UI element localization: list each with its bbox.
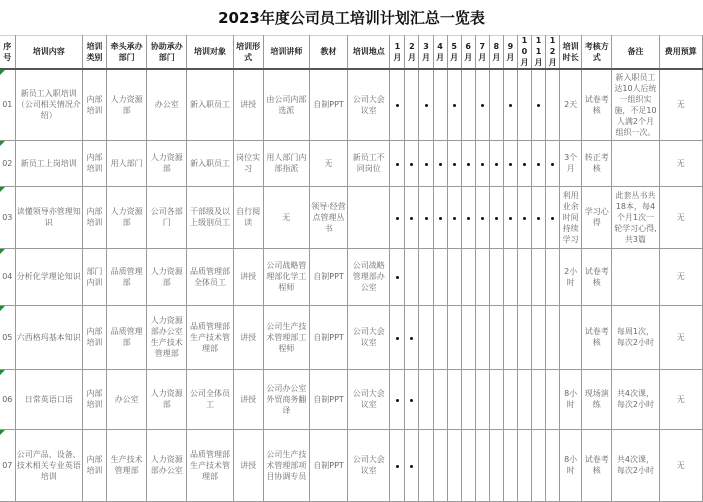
cell-assist-dept[interactable]: 公司各部门 bbox=[147, 186, 187, 248]
cell-form[interactable]: 岗位实习 bbox=[233, 140, 263, 186]
header-budget: 费用预算 bbox=[659, 35, 702, 69]
cell-month-4[interactable] bbox=[433, 369, 447, 429]
cell-target[interactable]: 干部级及以上级别员工 bbox=[187, 186, 233, 248]
cell-lecturer[interactable]: 无 bbox=[263, 186, 309, 248]
cell-lecturer[interactable]: 公司战略管理部化学工程师 bbox=[263, 248, 309, 305]
scheduled-dot-icon bbox=[481, 217, 484, 220]
scheduled-dot-icon bbox=[425, 163, 428, 166]
cell-month-9[interactable] bbox=[503, 140, 517, 186]
cell-month-5[interactable] bbox=[447, 248, 461, 305]
header-month-10: 10月 bbox=[517, 35, 531, 69]
scheduled-dot-icon bbox=[396, 276, 399, 279]
cell-month-9[interactable] bbox=[503, 186, 517, 248]
scheduled-dot-icon bbox=[537, 104, 540, 107]
header-content: 培训内容 bbox=[15, 35, 82, 69]
header-month-5: 5月 bbox=[447, 35, 461, 69]
cell-month-4[interactable] bbox=[433, 305, 447, 369]
cell-month-4[interactable] bbox=[433, 248, 447, 305]
header-material: 教材 bbox=[309, 35, 347, 69]
cell-month-8[interactable] bbox=[489, 369, 503, 429]
cell-location[interactable]: 公司战略管理部办公室 bbox=[348, 248, 390, 305]
text-number-warning-icon bbox=[0, 70, 5, 75]
cell-month-10[interactable] bbox=[517, 186, 531, 248]
scheduled-dot-icon bbox=[495, 217, 498, 220]
cell-content[interactable]: 新员工上岗培训 bbox=[15, 140, 82, 186]
seq-text: 07 bbox=[2, 460, 13, 470]
cell-month-5[interactable] bbox=[447, 69, 461, 140]
cell-month-3[interactable] bbox=[419, 305, 433, 369]
header-duration: 培训时长 bbox=[560, 35, 582, 69]
cell-target[interactable]: 品质管理部全体员工 bbox=[187, 248, 233, 305]
cell-assessment[interactable]: 转正考核 bbox=[582, 140, 612, 186]
scheduled-dot-icon bbox=[410, 399, 413, 402]
cell-month-1[interactable] bbox=[390, 186, 405, 248]
cell-month-10[interactable] bbox=[517, 69, 531, 140]
scheduled-dot-icon bbox=[410, 337, 413, 340]
cell-month-9[interactable] bbox=[503, 305, 517, 369]
cell-month-3[interactable] bbox=[419, 69, 433, 140]
cell-seq[interactable] bbox=[0, 305, 15, 369]
cell-category[interactable]: 内部培训 bbox=[82, 429, 106, 501]
cell-category[interactable]: 内部培训 bbox=[82, 305, 106, 369]
cell-month-3[interactable] bbox=[419, 186, 433, 248]
cell-assessment[interactable]: 学习心得 bbox=[582, 186, 612, 248]
header-category: 培训类别 bbox=[82, 35, 106, 69]
cell-month-12[interactable] bbox=[546, 69, 560, 140]
cell-month-1[interactable] bbox=[390, 429, 405, 501]
cell-month-5[interactable] bbox=[447, 140, 461, 186]
seq-text: 01 bbox=[2, 100, 13, 110]
scheduled-dot-icon bbox=[396, 399, 399, 402]
cell-content[interactable]: 新员工入职培训（公司相关情况介绍） bbox=[15, 69, 82, 140]
cell-month-3[interactable] bbox=[419, 248, 433, 305]
scheduled-dot-icon bbox=[410, 163, 413, 166]
header-month-11: 11月 bbox=[531, 35, 545, 69]
cell-month-1[interactable] bbox=[390, 369, 405, 429]
table-row bbox=[0, 429, 703, 501]
scheduled-dot-icon bbox=[481, 163, 484, 166]
cell-content[interactable]: 读懂领导亦管理知识 bbox=[15, 186, 82, 248]
cell-target[interactable]: 品质管理部生产技术管理部 bbox=[187, 429, 233, 501]
scheduled-dot-icon bbox=[425, 217, 428, 220]
header-month-3: 3月 bbox=[419, 35, 433, 69]
cell-category[interactable]: 部门内训 bbox=[82, 248, 106, 305]
cell-content[interactable]: 公司产品、设备、技术相关专业英语培训 bbox=[15, 429, 82, 501]
text-number-warning-icon bbox=[0, 306, 5, 311]
cell-month-8[interactable] bbox=[489, 140, 503, 186]
cell-month-3[interactable] bbox=[419, 369, 433, 429]
cell-month-7[interactable] bbox=[475, 369, 489, 429]
cell-month-2[interactable] bbox=[405, 369, 419, 429]
cell-month-11[interactable] bbox=[531, 429, 545, 501]
header-seq: 序号 bbox=[0, 35, 15, 69]
cell-remark[interactable]: 每周1次，每次2小时 bbox=[612, 305, 659, 369]
cell-category[interactable]: 内部培训 bbox=[82, 69, 106, 140]
cell-assessment[interactable]: 试卷考核 bbox=[582, 69, 612, 140]
cell-month-6[interactable] bbox=[461, 248, 475, 305]
cell-month-11[interactable] bbox=[531, 186, 545, 248]
text-number-warning-icon bbox=[0, 249, 5, 254]
cell-month-10[interactable] bbox=[517, 140, 531, 186]
header-month-6: 6月 bbox=[461, 35, 475, 69]
cell-budget[interactable]: 无 bbox=[659, 140, 702, 186]
cell-month-7[interactable] bbox=[475, 429, 489, 501]
table-body bbox=[0, 69, 703, 501]
seq-text: 04 bbox=[2, 272, 13, 281]
cell-remark[interactable]: 新入职员工达10人后统一组织实施，不足10人满2个月组织一次。 bbox=[612, 69, 659, 140]
cell-budget[interactable]: 无 bbox=[659, 186, 702, 248]
cell-month-9[interactable] bbox=[503, 69, 517, 140]
scheduled-dot-icon bbox=[551, 163, 554, 166]
cell-month-4[interactable] bbox=[433, 69, 447, 140]
cell-form[interactable]: 讲授 bbox=[233, 305, 263, 369]
table-row bbox=[0, 248, 703, 305]
cell-lead-dept[interactable]: 生产技术管理部 bbox=[107, 429, 147, 501]
scheduled-dot-icon bbox=[396, 337, 399, 340]
text-number-warning-icon bbox=[0, 370, 5, 375]
scheduled-dot-icon bbox=[537, 217, 540, 220]
cell-lecturer[interactable]: 公司生产技术管理部工程师 bbox=[263, 305, 309, 369]
scheduled-dot-icon bbox=[396, 163, 399, 166]
cell-assessment[interactable]: 现场演练 bbox=[582, 369, 612, 429]
cell-seq[interactable] bbox=[0, 248, 15, 305]
cell-month-7[interactable] bbox=[475, 305, 489, 369]
cell-duration[interactable] bbox=[560, 305, 582, 369]
table-row bbox=[0, 186, 703, 248]
header-month-8: 8月 bbox=[489, 35, 503, 69]
cell-remark[interactable]: 共4次课，每次2小时 bbox=[612, 429, 659, 501]
cell-month-6[interactable] bbox=[461, 429, 475, 501]
scheduled-dot-icon bbox=[523, 163, 526, 166]
cell-material[interactable]: 领导·经营点管理丛书 bbox=[309, 186, 347, 248]
cell-location[interactable]: 公司大会议室 bbox=[348, 369, 390, 429]
table-row bbox=[0, 140, 703, 186]
cell-month-1[interactable] bbox=[390, 69, 405, 140]
cell-remark[interactable]: 此套丛书共18本，每4个月1次一轮学习心得,共3篇 bbox=[612, 186, 659, 248]
seq-text: 03 bbox=[2, 212, 13, 222]
cell-seq[interactable] bbox=[0, 429, 15, 501]
cell-month-12[interactable] bbox=[546, 369, 560, 429]
cell-month-10[interactable] bbox=[517, 305, 531, 369]
cell-seq[interactable] bbox=[0, 69, 15, 140]
cell-month-4[interactable] bbox=[433, 186, 447, 248]
scheduled-dot-icon bbox=[396, 104, 399, 107]
cell-month-1[interactable] bbox=[390, 140, 405, 186]
cell-assist-dept[interactable]: 人力资源部 bbox=[147, 369, 187, 429]
cell-month-9[interactable] bbox=[503, 248, 517, 305]
scheduled-dot-icon bbox=[410, 465, 413, 468]
header-location: 培训地点 bbox=[348, 35, 390, 69]
cell-month-5[interactable] bbox=[447, 369, 461, 429]
cell-lead-dept[interactable]: 用人部门 bbox=[107, 140, 147, 186]
cell-month-1[interactable] bbox=[390, 248, 405, 305]
cell-assessment[interactable]: 试卷考核 bbox=[582, 429, 612, 501]
cell-month-5[interactable] bbox=[447, 305, 461, 369]
scheduled-dot-icon bbox=[551, 217, 554, 220]
cell-month-9[interactable] bbox=[503, 369, 517, 429]
scheduled-dot-icon bbox=[396, 217, 399, 220]
cell-lead-dept[interactable]: 品质管理部 bbox=[107, 248, 147, 305]
cell-duration[interactable]: 2天 bbox=[560, 69, 582, 140]
header-month-9: 9月 bbox=[503, 35, 517, 69]
cell-assist-dept[interactable]: 人力资源部办公室 bbox=[147, 429, 187, 501]
scheduled-dot-icon bbox=[537, 163, 540, 166]
cell-assessment[interactable]: 试卷考核 bbox=[582, 305, 612, 369]
cell-month-11[interactable] bbox=[531, 248, 545, 305]
header-month-12: 12月 bbox=[546, 35, 560, 69]
page-title: 2023年度公司员工培训计划汇总一览表 bbox=[0, 0, 703, 36]
cell-month-12[interactable] bbox=[546, 305, 560, 369]
scheduled-dot-icon bbox=[453, 163, 456, 166]
cell-month-12[interactable] bbox=[546, 248, 560, 305]
cell-remark[interactable]: 共4次课，每次2小时 bbox=[612, 369, 659, 429]
cell-lecturer[interactable]: 公司办公室外贸商务翻译 bbox=[263, 369, 309, 429]
training-plan-table bbox=[0, 35, 703, 502]
cell-month-9[interactable] bbox=[503, 429, 517, 501]
cell-lead-dept[interactable]: 品质管理部 bbox=[107, 305, 147, 369]
cell-month-5[interactable] bbox=[447, 186, 461, 248]
seq-text: 06 bbox=[2, 394, 13, 404]
cell-content[interactable]: 日常英语口语 bbox=[15, 369, 82, 429]
header-lecturer: 培训讲师 bbox=[263, 35, 309, 69]
cell-category[interactable]: 内部培训 bbox=[82, 186, 106, 248]
cell-remark[interactable] bbox=[612, 248, 659, 305]
cell-target[interactable]: 新入职员工 bbox=[187, 140, 233, 186]
cell-budget[interactable]: 无 bbox=[659, 369, 702, 429]
cell-location[interactable] bbox=[348, 186, 390, 248]
cell-assist-dept[interactable]: 人力资源部 bbox=[147, 140, 187, 186]
seq-text: 02 bbox=[2, 158, 13, 168]
scheduled-dot-icon bbox=[523, 217, 526, 220]
cell-form[interactable]: 讲授 bbox=[233, 69, 263, 140]
cell-lead-dept[interactable]: 人力资源部 bbox=[107, 186, 147, 248]
cell-seq[interactable] bbox=[0, 140, 15, 186]
cell-month-7[interactable] bbox=[475, 140, 489, 186]
scheduled-dot-icon bbox=[467, 163, 470, 166]
cell-month-8[interactable] bbox=[489, 186, 503, 248]
scheduled-dot-icon bbox=[509, 217, 512, 220]
cell-material[interactable]: 无 bbox=[309, 140, 347, 186]
cell-month-3[interactable] bbox=[419, 429, 433, 501]
cell-month-2[interactable] bbox=[405, 69, 419, 140]
table-row bbox=[0, 69, 703, 140]
header-assist-dept: 协助承办部门 bbox=[147, 35, 187, 69]
scheduled-dot-icon bbox=[467, 217, 470, 220]
scheduled-dot-icon bbox=[425, 104, 428, 107]
cell-month-4[interactable] bbox=[433, 140, 447, 186]
cell-form[interactable]: 讲授 bbox=[233, 369, 263, 429]
cell-month-6[interactable] bbox=[461, 69, 475, 140]
cell-duration[interactable]: 3个月 bbox=[560, 140, 582, 186]
cell-month-8[interactable] bbox=[489, 429, 503, 501]
header-row bbox=[0, 35, 703, 69]
scheduled-dot-icon bbox=[453, 217, 456, 220]
scheduled-dot-icon bbox=[495, 163, 498, 166]
cell-month-8[interactable] bbox=[489, 305, 503, 369]
cell-month-2[interactable] bbox=[405, 140, 419, 186]
cell-seq[interactable] bbox=[0, 186, 15, 248]
cell-material[interactable]: 自制PPT bbox=[309, 429, 347, 501]
cell-month-2[interactable] bbox=[405, 429, 419, 501]
cell-month-6[interactable] bbox=[461, 369, 475, 429]
cell-month-6[interactable] bbox=[461, 186, 475, 248]
cell-target[interactable]: 品质管理部生产技术管理部 bbox=[187, 305, 233, 369]
header-month-2: 2月 bbox=[405, 35, 419, 69]
cell-lecturer[interactable]: 由公司内部选派 bbox=[263, 69, 309, 140]
cell-month-11[interactable] bbox=[531, 69, 545, 140]
scheduled-dot-icon bbox=[509, 104, 512, 107]
cell-duration[interactable]: 8小时 bbox=[560, 429, 582, 501]
cell-duration[interactable]: 利用业余时间持续学习 bbox=[560, 186, 582, 248]
cell-content[interactable]: 分析化学理论知识 bbox=[15, 248, 82, 305]
scheduled-dot-icon bbox=[396, 465, 399, 468]
header-lead-dept: 牵头承办部门 bbox=[107, 35, 147, 69]
cell-location[interactable]: 公司大会议室 bbox=[348, 69, 390, 140]
table-row bbox=[0, 369, 703, 429]
cell-month-2[interactable] bbox=[405, 186, 419, 248]
scheduled-dot-icon bbox=[439, 217, 442, 220]
cell-month-10[interactable] bbox=[517, 429, 531, 501]
cell-lecturer[interactable]: 用人部门内部指派 bbox=[263, 140, 309, 186]
cell-month-5[interactable] bbox=[447, 429, 461, 501]
cell-form[interactable]: 自行阅读 bbox=[233, 186, 263, 248]
cell-location[interactable]: 新员工不同岗位 bbox=[348, 140, 390, 186]
cell-material[interactable]: 自制PPT bbox=[309, 248, 347, 305]
table-row bbox=[0, 305, 703, 369]
cell-remark[interactable] bbox=[612, 140, 659, 186]
cell-month-2[interactable] bbox=[405, 305, 419, 369]
cell-month-7[interactable] bbox=[475, 248, 489, 305]
cell-form[interactable]: 讲授 bbox=[233, 248, 263, 305]
cell-assist-dept[interactable]: 办公室 bbox=[147, 69, 187, 140]
cell-assist-dept[interactable]: 人力资源部办公室生产技术管理部 bbox=[147, 305, 187, 369]
cell-assist-dept[interactable]: 人力资源部 bbox=[147, 248, 187, 305]
header-remark: 备注 bbox=[612, 35, 659, 69]
cell-lead-dept[interactable]: 办公室 bbox=[107, 369, 147, 429]
header-month-1: 1月 bbox=[390, 35, 405, 69]
cell-month-6[interactable] bbox=[461, 305, 475, 369]
cell-lead-dept[interactable]: 人力资源部 bbox=[107, 69, 147, 140]
cell-month-8[interactable] bbox=[489, 248, 503, 305]
cell-target[interactable]: 新入职员工 bbox=[187, 69, 233, 140]
cell-duration[interactable]: 8小时 bbox=[560, 369, 582, 429]
cell-month-12[interactable] bbox=[546, 186, 560, 248]
seq-text: 05 bbox=[2, 332, 13, 342]
cell-month-12[interactable] bbox=[546, 140, 560, 186]
cell-location[interactable]: 公司大会议室 bbox=[348, 305, 390, 369]
cell-material[interactable]: 自制PPT bbox=[309, 305, 347, 369]
cell-lecturer[interactable]: 公司生产技术管理部项目协调专员 bbox=[263, 429, 309, 501]
cell-month-10[interactable] bbox=[517, 369, 531, 429]
cell-month-1[interactable] bbox=[390, 305, 405, 369]
header-form: 培训形式 bbox=[233, 35, 263, 69]
cell-month-8[interactable] bbox=[489, 69, 503, 140]
cell-month-7[interactable] bbox=[475, 69, 489, 140]
cell-month-11[interactable] bbox=[531, 369, 545, 429]
cell-month-4[interactable] bbox=[433, 429, 447, 501]
text-number-warning-icon bbox=[0, 430, 5, 435]
cell-month-11[interactable] bbox=[531, 140, 545, 186]
cell-month-10[interactable] bbox=[517, 248, 531, 305]
cell-category[interactable]: 内部培训 bbox=[82, 369, 106, 429]
text-number-warning-icon bbox=[0, 187, 5, 192]
scheduled-dot-icon bbox=[453, 104, 456, 107]
scheduled-dot-icon bbox=[481, 104, 484, 107]
cell-month-11[interactable] bbox=[531, 305, 545, 369]
cell-content[interactable]: 六西格玛基本知识 bbox=[15, 305, 82, 369]
cell-location[interactable]: 公司大会议室 bbox=[348, 429, 390, 501]
cell-assessment[interactable]: 试卷考核 bbox=[582, 248, 612, 305]
cell-form[interactable]: 讲授 bbox=[233, 429, 263, 501]
header-assessment: 考核方式 bbox=[582, 35, 612, 69]
cell-month-2[interactable] bbox=[405, 248, 419, 305]
cell-material[interactable]: 自制PPT bbox=[309, 69, 347, 140]
cell-month-12[interactable] bbox=[546, 429, 560, 501]
cell-budget[interactable]: 无 bbox=[659, 69, 702, 140]
scheduled-dot-icon bbox=[439, 163, 442, 166]
cell-month-3[interactable] bbox=[419, 140, 433, 186]
cell-category[interactable]: 内部培训 bbox=[82, 140, 106, 186]
cell-target[interactable]: 公司全体员工 bbox=[187, 369, 233, 429]
scheduled-dot-icon bbox=[410, 217, 413, 220]
cell-budget[interactable]: 无 bbox=[659, 429, 702, 501]
cell-budget[interactable]: 无 bbox=[659, 248, 702, 305]
cell-material[interactable]: 自制PPT bbox=[309, 369, 347, 429]
cell-seq[interactable] bbox=[0, 369, 15, 429]
header-month-4: 4月 bbox=[433, 35, 447, 69]
text-number-warning-icon bbox=[0, 141, 5, 146]
header-target: 培训对象 bbox=[187, 35, 233, 69]
header-month-7: 7月 bbox=[475, 35, 489, 69]
cell-duration[interactable]: 2小时 bbox=[560, 248, 582, 305]
cell-month-7[interactable] bbox=[475, 186, 489, 248]
scheduled-dot-icon bbox=[509, 163, 512, 166]
cell-month-6[interactable] bbox=[461, 140, 475, 186]
cell-budget[interactable]: 无 bbox=[659, 305, 702, 369]
